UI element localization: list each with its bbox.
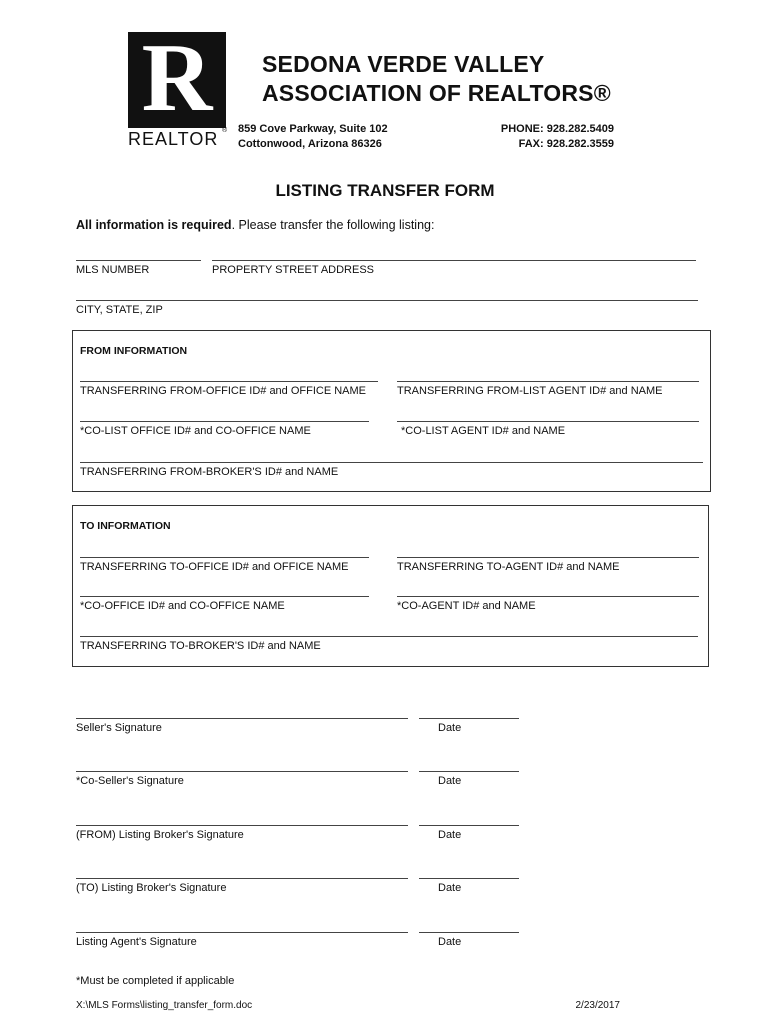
street-address-field[interactable] <box>212 260 696 261</box>
from-office-field[interactable] <box>80 381 378 382</box>
listing-agent-signature-label: Listing Agent's Signature <box>76 936 197 948</box>
footer-file-path: X:\MLS Forms\listing_transfer_form.doc <box>76 1000 253 1011</box>
co-seller-signature-field[interactable] <box>76 771 408 772</box>
organization-name-line-1: SEDONA VERDE VALLEY <box>262 51 545 77</box>
from-co-agent-label: *CO-LIST AGENT ID# and NAME <box>401 425 566 437</box>
form-intro-rest: . Please transfer the following listing: <box>231 218 435 232</box>
co-seller-date-label: Date <box>438 775 462 787</box>
seller-date-label: Date <box>438 722 462 734</box>
listing-agent-signature-field[interactable] <box>76 932 408 933</box>
co-seller-signature-label: *Co-Seller's Signature <box>76 775 184 787</box>
from-broker-signature-label: (FROM) Listing Broker's Signature <box>76 829 244 841</box>
organization-name-line-2: ASSOCIATION OF REALTORS® <box>262 80 611 106</box>
form-intro <box>76 218 434 232</box>
address-line-2: Cottonwood, Arizona 86326 <box>238 138 382 150</box>
to-office-label: TRANSFERRING TO-OFFICE ID# and OFFICE NAME <box>80 561 349 573</box>
from-broker-date-field[interactable] <box>419 825 519 826</box>
listing-agent-date-label: Date <box>438 936 462 948</box>
to-broker-signature-field[interactable] <box>76 878 408 879</box>
to-co-office-label: *CO-OFFICE ID# and CO-OFFICE NAME <box>80 600 285 612</box>
form-intro-required: All information is required <box>76 218 232 232</box>
from-broker-field[interactable] <box>80 462 703 463</box>
applicable-footnote: *Must be completed if applicable <box>76 975 235 987</box>
city-state-zip-label: CITY, STATE, ZIP <box>76 304 163 316</box>
from-co-office-field[interactable] <box>80 421 369 422</box>
listing-agent-date-field[interactable] <box>419 932 519 933</box>
co-seller-date-field[interactable] <box>419 771 519 772</box>
organization-address <box>238 122 388 152</box>
to-broker-signature-label: (TO) Listing Broker's Signature <box>76 882 227 894</box>
seller-signature-field[interactable] <box>76 718 408 719</box>
from-broker-signature-field[interactable] <box>76 825 408 826</box>
form-title: LISTING TRANSFER FORM <box>275 181 495 200</box>
to-section-title: TO INFORMATION <box>80 520 171 532</box>
to-agent-field[interactable] <box>397 557 699 558</box>
phone-number: PHONE: 928.282.5409 <box>500 123 614 135</box>
to-broker-date-field[interactable] <box>419 878 519 879</box>
to-agent-label: TRANSFERRING TO-AGENT ID# and NAME <box>397 561 620 573</box>
organization-name <box>262 50 611 108</box>
mls-number-label: MLS NUMBER <box>76 264 150 276</box>
from-broker-date-label: Date <box>438 829 462 841</box>
from-co-agent-field[interactable] <box>397 421 699 422</box>
mls-number-field[interactable] <box>76 260 201 261</box>
realtor-logo-letter: R <box>141 24 213 132</box>
city-state-zip-field[interactable] <box>76 300 698 301</box>
to-co-agent-label: *CO-AGENT ID# and NAME <box>397 600 536 612</box>
to-co-agent-field[interactable] <box>397 596 699 597</box>
street-address-label: PROPERTY STREET ADDRESS <box>212 264 374 276</box>
from-section-title: FROM INFORMATION <box>80 345 188 357</box>
from-office-label: TRANSFERRING FROM-OFFICE ID# and OFFICE NAME <box>80 385 367 397</box>
realtor-logo-registered-mark: ® <box>222 127 228 134</box>
to-co-office-field[interactable] <box>80 596 369 597</box>
from-list-agent-label: TRANSFERRING FROM-LIST AGENT ID# and NAME <box>397 385 663 397</box>
realtor-logo-wordmark: REALTOR <box>128 129 219 149</box>
address-line-1: 859 Cove Parkway, Suite 102 <box>238 123 388 135</box>
to-broker-field[interactable] <box>80 636 698 637</box>
to-broker-date-label: Date <box>438 882 462 894</box>
from-co-office-label: *CO-LIST OFFICE ID# and CO-OFFICE NAME <box>80 425 311 437</box>
to-office-field[interactable] <box>80 557 369 558</box>
from-broker-label: TRANSFERRING FROM-BROKER'S ID# and NAME <box>80 466 339 478</box>
from-list-agent-field[interactable] <box>397 381 699 382</box>
seller-signature-label: Seller's Signature <box>76 722 162 734</box>
seller-date-field[interactable] <box>419 718 519 719</box>
to-broker-label: TRANSFERRING TO-BROKER'S ID# and NAME <box>80 640 321 652</box>
fax-number: FAX: 928.282.3559 <box>518 138 614 150</box>
footer-date: 2/23/2017 <box>575 1000 620 1011</box>
organization-contact <box>488 122 614 152</box>
